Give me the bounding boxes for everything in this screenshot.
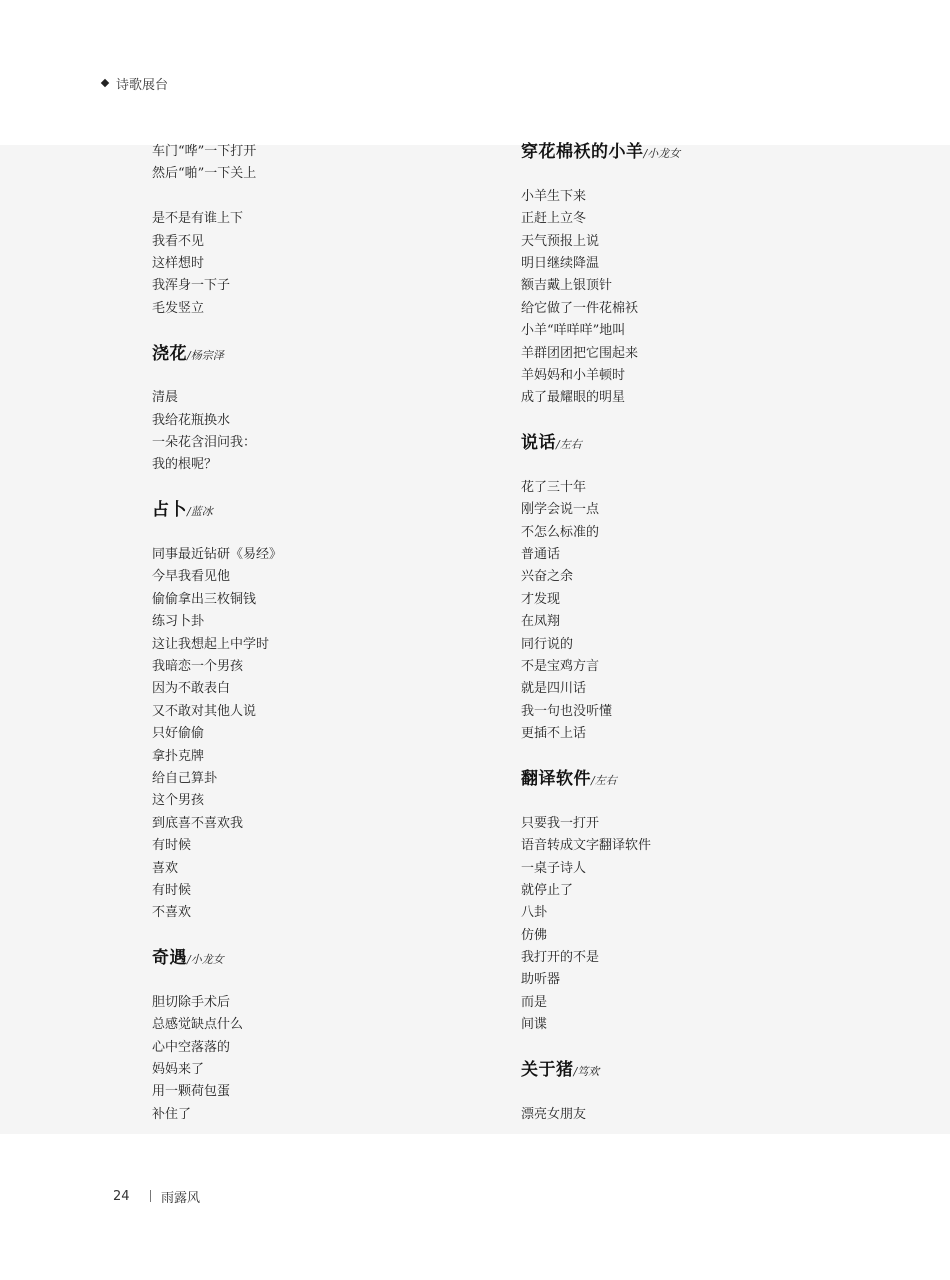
poem-line: 这个男孩 <box>152 793 205 809</box>
poem-line: 就是四川话 <box>521 681 587 697</box>
magazine-name: 雨露风 <box>161 1190 201 1206</box>
poem-line: 因为不敢表白 <box>152 681 231 697</box>
poem-line: 一桌子诗人 <box>521 860 587 876</box>
poem-line: 我打开的不是 <box>521 950 600 966</box>
poem-line: 我的根呢？ <box>152 457 218 473</box>
stanza-break <box>521 790 680 812</box>
poem-line: 给它做了一件花棉袄 <box>521 300 639 316</box>
stanza-break <box>521 410 680 432</box>
poem-line: 明日继续降温 <box>521 255 600 271</box>
poem-heading <box>152 343 282 365</box>
poem-title: 浇花 <box>152 343 187 364</box>
poem-line: 喜欢 <box>152 860 179 876</box>
poem-line: 偷偷拿出三枚铜钱 <box>152 591 257 607</box>
poem-author: /小龙女 <box>187 953 224 967</box>
poem-line: 只好偷偷 <box>152 726 205 742</box>
left-column <box>152 141 282 1126</box>
poem-line: 仿佛 <box>521 927 548 943</box>
section-header <box>101 72 168 94</box>
poem-title: 奇遇 <box>152 948 187 969</box>
poem-line: 总感觉缺点什么 <box>152 1017 244 1033</box>
poem-line: 羊妈妈和小羊顿时 <box>521 367 626 383</box>
poem-author: /笃欢 <box>573 1065 600 1079</box>
poem-line: 小羊生下来 <box>521 188 587 204</box>
poem-line: 妈妈来了 <box>152 1062 205 1078</box>
poem-line: 就停止了 <box>521 882 574 898</box>
poem-line: 更插不上话 <box>521 726 587 742</box>
poem-line: 给自己算卦 <box>152 770 218 786</box>
section-title: 诗歌展台 <box>116 77 169 93</box>
stanza-break <box>521 163 680 185</box>
poem-author: /左右 <box>556 438 582 452</box>
poem-line: 清晨 <box>152 390 179 406</box>
poem-line: 这样想时 <box>152 255 205 271</box>
stanza-break <box>152 522 282 544</box>
poem-line: 八卦 <box>521 905 548 921</box>
poem-line: 不是宝鸡方言 <box>521 658 600 674</box>
poem-title: 占卜 <box>152 500 187 521</box>
poem-line: 只要我一打开 <box>521 815 600 831</box>
page-footer <box>113 1187 200 1205</box>
poem-line: 我浑身一下子 <box>152 278 231 294</box>
poem-line: 有时候 <box>152 838 192 854</box>
stanza-break <box>152 186 282 208</box>
poem-line: 同行说的 <box>521 636 574 652</box>
poem-line: 今早我看见他 <box>152 569 231 585</box>
poem-line: 语音转成文字翻译软件 <box>521 838 652 854</box>
poem-line: 天气预报上说 <box>521 233 600 249</box>
poem-line: 间谍 <box>521 1017 548 1033</box>
poem-author: /左右 <box>591 773 617 787</box>
poem-author: /小龙女 <box>643 147 681 160</box>
poem-line: 额吉戴上银顶针 <box>521 278 613 294</box>
stanza-break <box>152 925 282 947</box>
poem-line: 我给花瓶换水 <box>152 412 231 428</box>
poem-line: 心中空落落的 <box>152 1039 231 1055</box>
poem-line: 普通话 <box>521 547 561 563</box>
poem-title: 说话 <box>521 433 556 454</box>
poem-line: 练习卜卦 <box>152 614 205 630</box>
poem-heading <box>521 432 680 454</box>
stanza-break <box>152 969 282 991</box>
poem-heading <box>152 499 282 521</box>
poem-line: 胆切除手术后 <box>152 994 231 1010</box>
poem-line: 成了最耀眼的明星 <box>521 390 626 406</box>
poem-line: 到底喜不喜欢我 <box>152 815 244 831</box>
diamond-bullet-icon <box>101 79 109 87</box>
right-column <box>521 141 680 1126</box>
poem-line: 小羊“咩咩咩”地叫 <box>521 323 626 339</box>
stanza-break <box>521 454 680 476</box>
poem-line: 兴奋之余 <box>521 569 574 585</box>
poem-line: 毛发竖立 <box>152 300 205 316</box>
poem-line: 我一句也没听懂 <box>521 703 613 719</box>
poem-heading <box>521 768 680 790</box>
footer-divider <box>150 1190 151 1202</box>
poem-title: 关于猪 <box>521 1060 574 1081</box>
stanza-break <box>521 1081 680 1103</box>
poem-line: 漂亮女朋友 <box>521 1106 587 1122</box>
poem-line: 不喜欢 <box>152 905 192 921</box>
poem-author: /蓝冰 <box>187 505 213 519</box>
poem-line: 车门“哗”一下打开 <box>152 144 257 159</box>
poem-heading <box>521 1059 680 1081</box>
content-panel <box>0 145 950 1134</box>
poem-heading <box>152 947 282 969</box>
page-number: 24 <box>113 1188 130 1204</box>
stanza-break <box>152 365 282 387</box>
poem-line: 然后“啪”一下关上 <box>152 166 257 182</box>
stanza-break <box>152 477 282 499</box>
poem-heading <box>521 141 680 163</box>
poem-line: 才发现 <box>521 591 561 607</box>
poem-line: 而是 <box>521 994 548 1010</box>
poem-line: 花了三十年 <box>521 479 587 495</box>
stanza-break <box>521 1037 680 1059</box>
poem-line: 这让我想起上中学时 <box>152 636 270 652</box>
poem-line: 不怎么标准的 <box>521 524 600 540</box>
poem-line: 在凤翔 <box>521 614 561 630</box>
poem-line: 我看不见 <box>152 233 205 249</box>
poem-line: 助听器 <box>521 972 561 988</box>
poem-title: 穿花棉袄的小羊 <box>521 142 644 162</box>
poem-line: 是不是有谁上下 <box>152 211 244 227</box>
poem-line: 我暗恋一个男孩 <box>152 658 244 674</box>
poem-line: 同事最近钻研《易经》 <box>152 547 283 563</box>
poem-line: 有时候 <box>152 882 192 898</box>
poem-line: 拿扑克牌 <box>152 748 205 764</box>
poem-line: 又不敢对其他人说 <box>152 703 257 719</box>
poem-line: 正赶上立冬 <box>521 211 587 227</box>
poem-line: 一朵花含泪问我： <box>152 435 257 451</box>
stanza-break <box>152 320 282 342</box>
poem-line: 羊群团团把它围起来 <box>521 345 639 361</box>
poem-line: 补住了 <box>152 1106 192 1122</box>
poem-title: 翻译软件 <box>521 768 591 789</box>
poem-author: /杨宗泽 <box>187 348 224 362</box>
poem-line: 刚学会说一点 <box>521 502 600 518</box>
poem-line: 用一颗荷包蛋 <box>152 1084 231 1100</box>
stanza-break <box>521 746 680 768</box>
